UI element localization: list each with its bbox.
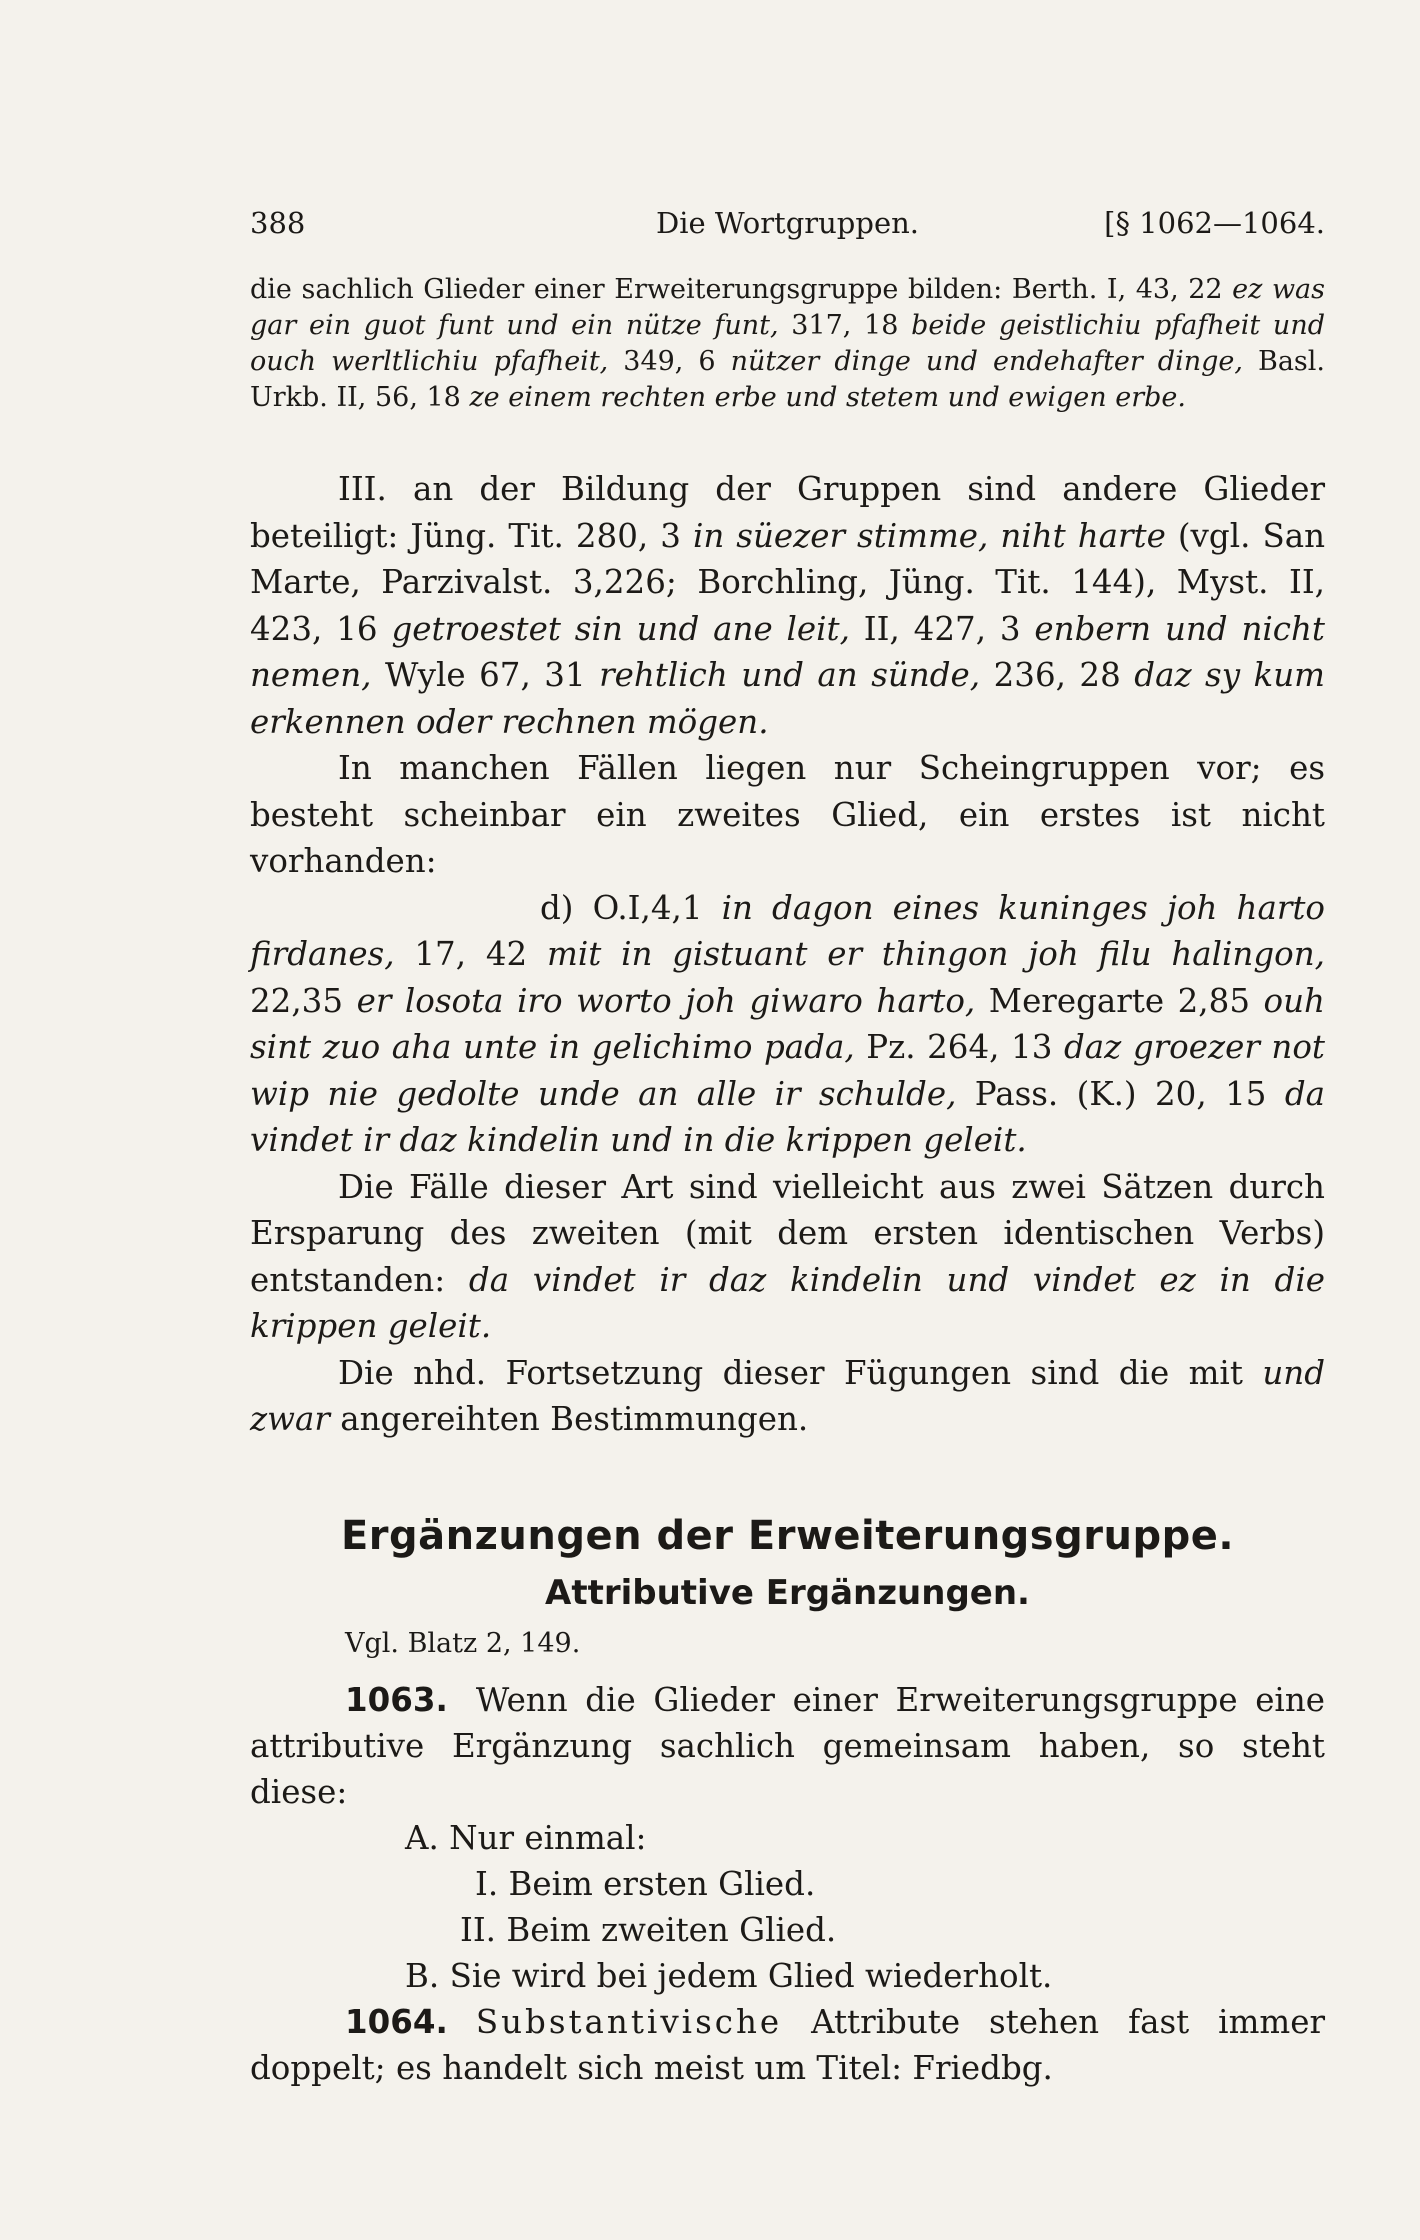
italic-text: enbern und nicht nemen, <box>250 609 1325 694</box>
list-item-label: B. <box>405 1957 440 1995</box>
rule-text: Wenn die Glieder einer Erweiterungsgruppe eine attributive Ergänzung sachlich gemeinsam haben, so steht diese: <box>250 1681 1325 1811</box>
italic-text: er losota iro worto joh giwaro harto, <box>356 981 976 1020</box>
list-item <box>250 1907 1325 1953</box>
paragraph-scheingruppen: In manchen Fällen liegen nur Scheingruppen vor; es besteht scheinbar ein zweites Glied, ein erstes ist nicht vorhanden: <box>250 749 1325 880</box>
rule-1063 <box>250 1677 1325 1815</box>
italic-text: daz sy kum erkennen oder rechnen mögen. <box>250 656 1326 741</box>
italic-text: da vindet ir daz kindelin und vindet ez in die krippen geleit. <box>250 1260 1325 1345</box>
rule-text: Attribute stehen fast immer doppelt; es handelt sich meist um Titel: Friedbg. <box>250 2003 1325 2087</box>
main-text-block <box>250 466 1325 1443</box>
italic-text: und zwar <box>250 1353 1325 1438</box>
rule-lead-word: Substantivische <box>475 2003 783 2041</box>
paragraph-d <box>250 885 1325 1164</box>
list-item-label: II. <box>460 1911 497 1949</box>
list-item-text: Beim ersten Glied. <box>508 1865 816 1903</box>
italic-text: daz groezer not wip nie gedolte unde an alle ir schulde, <box>250 1028 1325 1113</box>
small-print-paragraph: die sachlich Glieder einer Erweiterungsgruppe bilden: Berth. I, 43, 22 ez was gar ein guot funt und ein nütze funt, 317, 18 beide geistlichiu pfafheit und ouch werltlichiu pfafheit, 349, 6 nützer dinge und endehafter dinge, Basl. Urkb. II, 56, 18 ze einem rechten erbe und stetem und ewigen erbe. <box>250 274 1326 413</box>
paragraph-faelle: Die Fälle dieser Art sind vielleicht aus zwei Sätzen durch Ersparung des zweiten (mit dem ersten identischen Verbs) entstanden: da vindet ir daz kindelin und vindet ez in die krippen geleit. <box>250 1167 1325 1345</box>
section-heading: Ergänzungen der Erweiterungsgruppe. <box>340 1513 1235 1559</box>
italic-text: nützer dinge und endehafter dinge, <box>730 346 1243 377</box>
italic-text: ouh sint zuo aha unte in gelichimo pada, <box>250 981 1325 1066</box>
list-item <box>250 1861 1325 1907</box>
italic-text: getroestet sin und ane leit, <box>391 609 850 648</box>
list-item-text: Sie wird bei jedem Glied wiederholt. <box>449 1957 1053 1995</box>
rule-number: 1064. <box>345 2003 448 2041</box>
list-item <box>250 1815 1325 1861</box>
reference-line: Vgl. Blatz 2, 149. <box>345 1628 581 1659</box>
list-item-label: A. <box>405 1819 439 1857</box>
rule-1064 <box>250 1999 1325 2091</box>
list-item-text: Beim zweiten Glied. <box>506 1911 837 1949</box>
italic-text: mit in gistuant er thingon joh filu halingon, <box>547 935 1325 973</box>
paragraph-III: III. an der Bildung der Gruppen sind andere Glieder beteiligt: Jüng. Tit. 280, 3 in süezer stimme, niht harte (vgl. San Marte, Parzivalst. 3,226; Borchling, Jüng. Tit. 144), Myst. II, 423, 16 getroestet sin und ane leit, II, 427, 3 enbern und nicht nemen, Wyle 67, 31 rehtlich und an sünde, 236, 28 daz sy kum erkennen oder rechnen mögen. <box>250 470 1326 741</box>
italic-text: rehtlich und an sünde, <box>599 656 981 694</box>
rules-block <box>250 1677 1325 2091</box>
section-range: [§ 1062—1064. <box>1104 206 1325 240</box>
running-title: Die Wortgruppen. <box>655 206 919 240</box>
italic-text: ez was gar ein guot funt und ein nütze funt, <box>250 274 1326 341</box>
italic-text: in dagon eines kuninges joh harto firdanes, <box>250 888 1326 973</box>
small-print-block <box>250 272 1325 416</box>
paragraph-d-body: in dagon eines kuninges joh harto firdanes, 17, 42 mit in gistuant er thingon joh filu halingon, 22,35 er losota iro worto joh giwaro harto, Meregarte 2,85 ouh sint zuo aha unte in gelichimo pada, Pz. 264, 13 daz groezer not wip nie gedolte unde an alle ir schulde, Pass. (K.) 20, 15 da vindet ir daz kindelin und in die krippen geleit. <box>250 888 1326 1159</box>
running-head <box>250 200 1325 246</box>
page-number: 388 <box>250 206 306 240</box>
italic-text: beide geistlichiu pfafheit und ouch werltlichiu pfafheit, <box>250 310 1325 377</box>
italic-text: ze einem rechten erbe und stetem und ewigen erbe. <box>469 382 1186 413</box>
paragraph-nhd: Die nhd. Fortsetzung dieser Fügungen sind die mit und zwar angereihten Bestimmungen. <box>250 1353 1325 1438</box>
subsection-heading: Attributive Ergänzungen. <box>545 1573 1030 1613</box>
rule-number: 1063. <box>345 1681 448 1719</box>
list-item <box>250 1953 1325 1999</box>
italic-text: da vindet ir daz kindelin und in die krippen geleit. <box>250 1074 1325 1159</box>
italic-text: in süezer stimme, niht harte <box>692 516 1166 555</box>
list-item-text: Nur einmal: <box>449 1819 647 1857</box>
list-item-label: I. <box>475 1865 499 1903</box>
paragraph-d-label: d) O.I,4,1 <box>540 888 722 927</box>
